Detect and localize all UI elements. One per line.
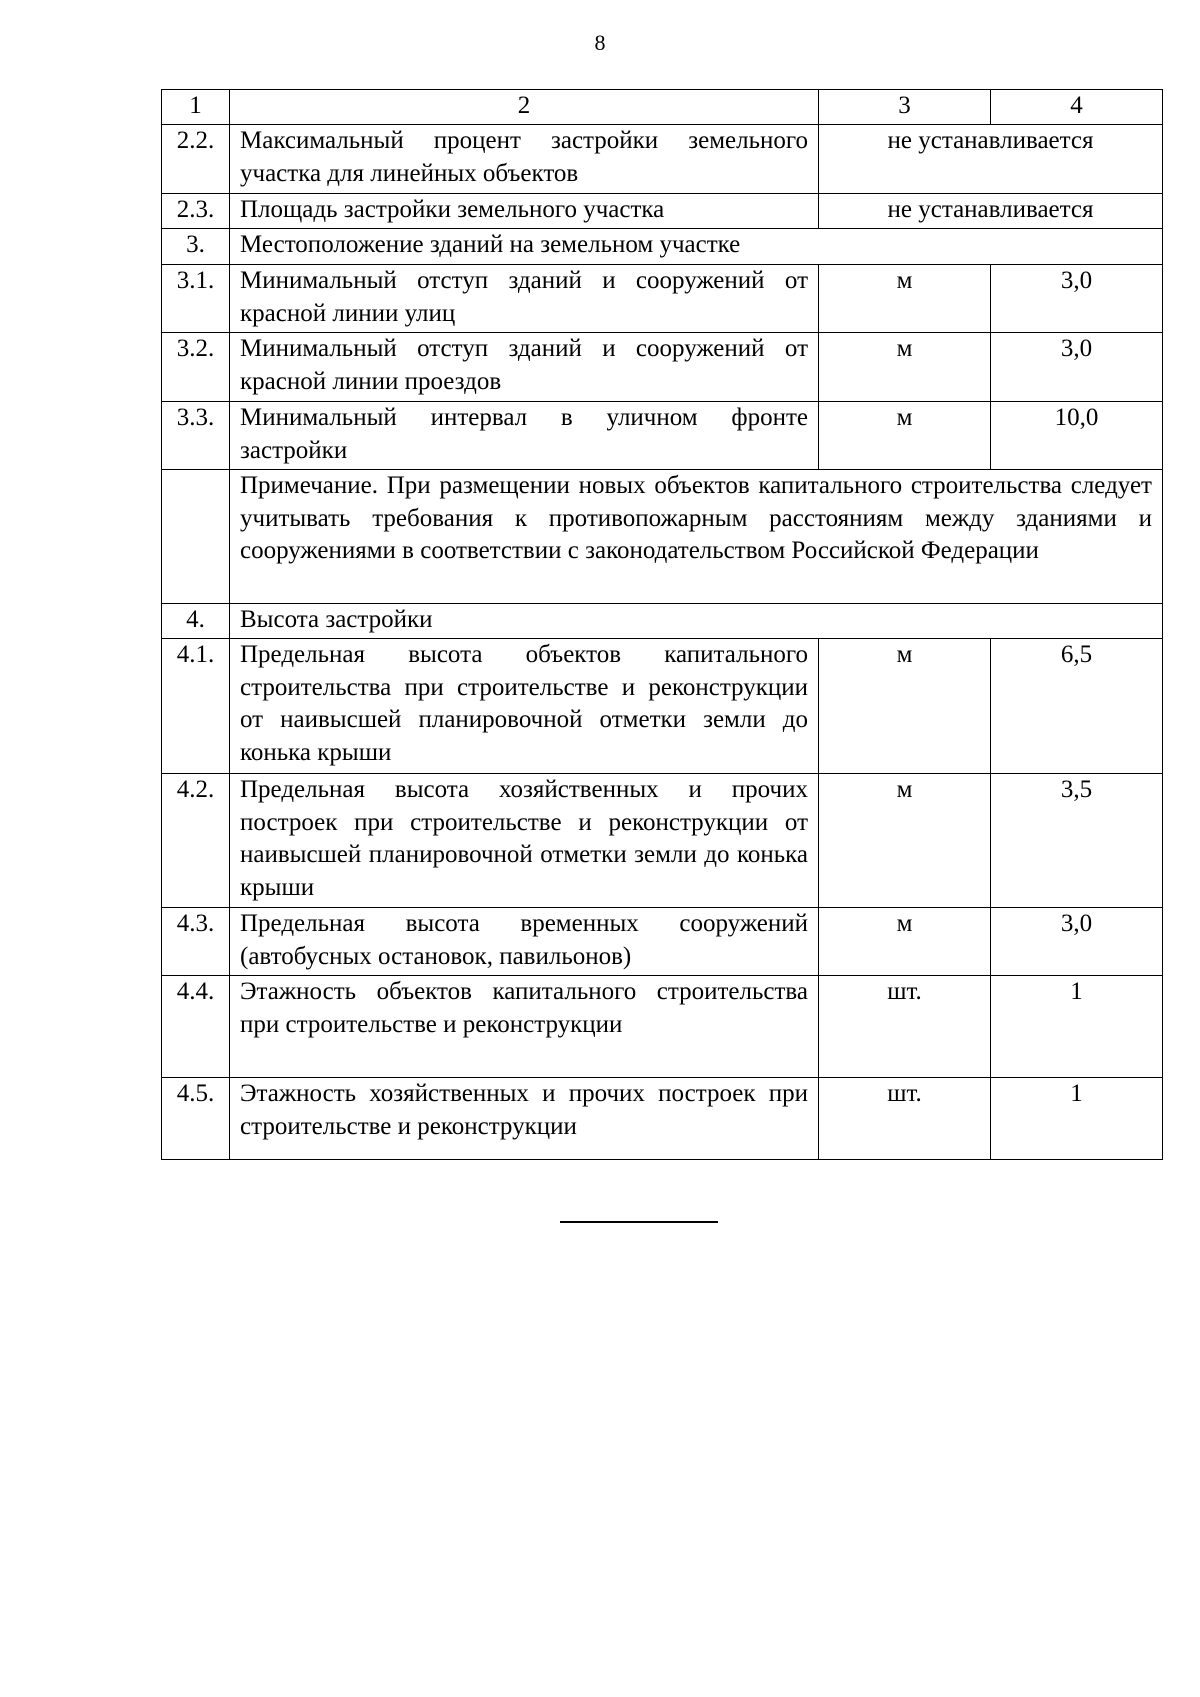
parameters-table xyxy=(161,89,1163,1160)
parameter-name: Этажность хозяйственных и прочих построек при строительстве и реконструкции xyxy=(230,1078,819,1160)
parameter-value: 3,0 xyxy=(991,265,1163,333)
parameter-value: 10,0 xyxy=(991,402,1163,470)
parameter-value: 3,5 xyxy=(991,774,1163,908)
section-title: Высота застройки xyxy=(230,604,1163,639)
parameter-name: Предельная высота временных сооружений (автобусных остановок, павильонов) xyxy=(230,908,819,976)
note-row xyxy=(162,470,1163,604)
section-row xyxy=(162,604,1163,639)
row-number: 3.3. xyxy=(162,402,230,470)
parameter-value: 1 xyxy=(991,1078,1163,1160)
parameter-unit: м xyxy=(819,333,991,402)
page-number: 8 xyxy=(594,30,606,55)
section-row xyxy=(162,229,1163,265)
end-of-document-rule xyxy=(560,1221,718,1223)
parameter-name: Этажность объектов капитального строительства при строительстве и реконструкции xyxy=(230,976,819,1078)
parameter-name: Минимальный отступ зданий и сооружений от красной линии улиц xyxy=(230,265,819,333)
table-row xyxy=(162,639,1163,774)
parameter-unit: шт. xyxy=(819,1078,991,1160)
parameter-unit: м xyxy=(819,265,991,333)
parameter-name: Минимальный отступ зданий и сооружений от красной линии проездов xyxy=(230,333,819,402)
parameter-unit: м xyxy=(819,908,991,976)
table-row xyxy=(162,774,1163,908)
table-row xyxy=(162,194,1163,229)
table-row xyxy=(162,976,1163,1078)
column-header-2: 2 xyxy=(230,90,819,125)
table-row xyxy=(162,333,1163,402)
parameter-name: Предельная высота объектов капитального строительства при строительстве и реконструкции от наивысшей планировочной отметки земли до конька крыши xyxy=(230,639,819,774)
parameter-value: 1 xyxy=(991,976,1163,1078)
note-text: Примечание. При размещении новых объектов капитального строительства следует учитывать требования к противопожарным расстояниям между зданиями и сооружениями в соответствии с законодательством Российской Федерации xyxy=(230,470,1163,604)
row-number: 3.2. xyxy=(162,333,230,402)
parameter-value: не устанавливается xyxy=(819,125,1163,194)
table-row xyxy=(162,402,1163,470)
row-number: 4.1. xyxy=(162,639,230,774)
parameter-unit: м xyxy=(819,774,991,908)
parameter-value: не устанавливается xyxy=(819,194,1163,229)
row-number: 3.1. xyxy=(162,265,230,333)
parameter-unit: м xyxy=(819,402,991,470)
parameter-unit: м xyxy=(819,639,991,774)
table-header-row xyxy=(162,90,1163,125)
section-title: Местоположение зданий на земельном участке xyxy=(230,229,1163,265)
table-row xyxy=(162,265,1163,333)
row-number xyxy=(162,470,230,604)
column-header-1: 1 xyxy=(162,90,230,125)
table-row xyxy=(162,125,1163,194)
table-row xyxy=(162,908,1163,976)
table-row xyxy=(162,1078,1163,1160)
row-number: 4.4. xyxy=(162,976,230,1078)
row-number: 2.3. xyxy=(162,194,230,229)
parameter-name: Минимальный интервал в уличном фронте застройки xyxy=(230,402,819,470)
row-number: 4.3. xyxy=(162,908,230,976)
parameter-unit: шт. xyxy=(819,976,991,1078)
row-number: 4. xyxy=(162,604,230,639)
row-number: 4.5. xyxy=(162,1078,230,1160)
parameter-value: 3,0 xyxy=(991,908,1163,976)
parameter-value: 3,0 xyxy=(991,333,1163,402)
column-header-3: 3 xyxy=(819,90,991,125)
column-header-4: 4 xyxy=(991,90,1163,125)
parameter-value: 6,5 xyxy=(991,639,1163,774)
parameter-name: Площадь застройки земельного участка xyxy=(230,194,819,229)
parameter-name: Предельная высота хозяйственных и прочих построек при строительстве и реконструкции от наивысшей планировочной отметки земли до конька крыши xyxy=(230,774,819,908)
parameter-name: Максимальный процент застройки земельного участка для линейных объектов xyxy=(230,125,819,194)
row-number: 2.2. xyxy=(162,125,230,194)
row-number: 4.2. xyxy=(162,774,230,908)
row-number: 3. xyxy=(162,229,230,265)
